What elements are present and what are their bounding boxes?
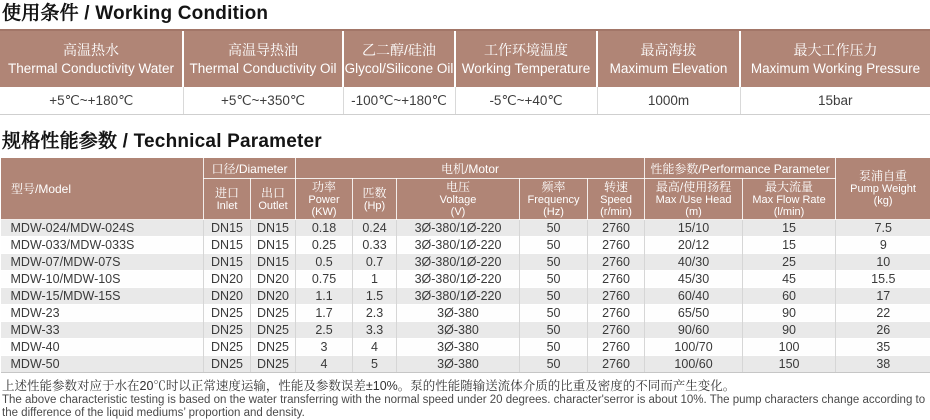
- value-cell: DN15: [251, 237, 296, 254]
- tp-subcolumn-header: 最大流量 Max Flow Rate (l/min): [743, 179, 836, 220]
- wc-column-header: 最高海拔 Maximum Elevation: [597, 30, 740, 87]
- value-cell: 50: [520, 288, 588, 305]
- wc-value-cell: +5℃~+180℃: [0, 87, 183, 115]
- technical-parameter-title: 规格性能参数 / Technical Parameter: [0, 128, 930, 157]
- wc-value-cell: 1000m: [597, 87, 740, 115]
- table-row: [1, 288, 930, 305]
- value-cell: 0.24: [353, 220, 397, 237]
- wc-value-cell: 15bar: [740, 87, 930, 115]
- tp-subcolumn-header: 最高/使用扬程 Max /Use Head (m): [645, 179, 743, 220]
- value-cell: 1: [353, 271, 397, 288]
- value-cell: 3.3: [353, 322, 397, 339]
- value-cell: 50: [520, 271, 588, 288]
- value-cell: 2.5: [296, 322, 353, 339]
- value-cell: 4: [296, 356, 353, 373]
- value-cell: DN25: [204, 322, 251, 339]
- value-cell: 60/40: [645, 288, 743, 305]
- value-cell: 90/60: [645, 322, 743, 339]
- value-cell: 50: [520, 237, 588, 254]
- tp-subcolumn-header: 出口 Outlet: [251, 179, 296, 220]
- value-cell: 2760: [588, 339, 645, 356]
- value-cell: 150: [743, 356, 836, 373]
- value-cell: 3Ø-380/1Ø-220: [397, 254, 520, 271]
- value-cell: 3Ø-380/1Ø-220: [397, 237, 520, 254]
- table-row: [1, 254, 930, 271]
- value-cell: 0.5: [296, 254, 353, 271]
- value-cell: 7.5: [836, 220, 930, 237]
- value-cell: 3Ø-380: [397, 339, 520, 356]
- value-cell: DN25: [251, 305, 296, 322]
- value-cell: 50: [520, 356, 588, 373]
- value-cell: 35: [836, 339, 930, 356]
- tp-group-header-row: [1, 158, 930, 179]
- value-cell: 45: [743, 271, 836, 288]
- value-cell: 45/30: [645, 271, 743, 288]
- tp-subcolumn-header: 进口 Inlet: [204, 179, 251, 220]
- tp-body: [1, 220, 930, 373]
- value-cell: 50: [520, 322, 588, 339]
- tp-subcolumn-header: 频率 Frequency (Hz): [520, 179, 588, 220]
- model-cell: MDW-024/MDW-024S: [1, 220, 204, 237]
- wc-values-row: [0, 87, 930, 115]
- value-cell: 2760: [588, 288, 645, 305]
- value-cell: 90: [743, 305, 836, 322]
- value-cell: 2760: [588, 305, 645, 322]
- value-cell: DN25: [251, 339, 296, 356]
- model-column-header: 型号/Model: [1, 158, 204, 220]
- value-cell: 26: [836, 322, 930, 339]
- motor-group-header: 电机/Motor: [296, 158, 645, 179]
- value-cell: 100/60: [645, 356, 743, 373]
- value-cell: 2760: [588, 237, 645, 254]
- table-row: [1, 271, 930, 288]
- wc-column-header: 高温导热油 Thermal Conductivity Oil: [183, 30, 343, 87]
- pump-weight-unit: (kg): [836, 195, 930, 207]
- value-cell: 3Ø-380: [397, 322, 520, 339]
- value-cell: 2760: [588, 356, 645, 373]
- wc-value-cell: +5℃~+350℃: [183, 87, 343, 115]
- value-cell: 0.33: [353, 237, 397, 254]
- value-cell: DN25: [204, 356, 251, 373]
- pump-weight-cn: 泵浦自重: [836, 170, 930, 183]
- tp-subcolumn-header: 匹数 (Hp): [353, 179, 397, 220]
- value-cell: 17: [836, 288, 930, 305]
- value-cell: DN20: [204, 271, 251, 288]
- value-cell: DN25: [204, 339, 251, 356]
- value-cell: DN25: [251, 322, 296, 339]
- value-cell: 40/30: [645, 254, 743, 271]
- model-cell: MDW-33: [1, 322, 204, 339]
- value-cell: 15: [743, 220, 836, 237]
- value-cell: 50: [520, 254, 588, 271]
- value-cell: 2760: [588, 254, 645, 271]
- value-cell: 1.1: [296, 288, 353, 305]
- value-cell: DN15: [204, 220, 251, 237]
- table-row: [1, 322, 930, 339]
- diameter-group-header: 口径/Diameter: [204, 158, 296, 179]
- value-cell: 100/70: [645, 339, 743, 356]
- value-cell: 3Ø-380/1Ø-220: [397, 271, 520, 288]
- model-cell: MDW-10/MDW-10S: [1, 271, 204, 288]
- footnote-chinese: 上述性能参数对应于水在20℃时以正常速度运输，性能及参数误差±10%。泵的性能随输送流体介质的比重及密度的不同而产生变化。: [2, 378, 928, 394]
- value-cell: DN20: [251, 288, 296, 305]
- tp-subcolumn-header: 功率 Power (KW): [296, 179, 353, 220]
- value-cell: 60: [743, 288, 836, 305]
- model-cell: MDW-23: [1, 305, 204, 322]
- table-row: [1, 237, 930, 254]
- value-cell: 15.5: [836, 271, 930, 288]
- wc-column-header: 乙二醇/硅油 Glycol/Silicone Oil: [343, 30, 455, 87]
- value-cell: 25: [743, 254, 836, 271]
- value-cell: 22: [836, 305, 930, 322]
- value-cell: 1.5: [353, 288, 397, 305]
- value-cell: DN15: [204, 237, 251, 254]
- value-cell: DN25: [204, 305, 251, 322]
- wc-column-header: 工作环境温度 Working Temperature: [455, 30, 597, 87]
- value-cell: DN25: [251, 356, 296, 373]
- wc-column-header: 最大工作压力 Maximum Working Pressure: [740, 30, 930, 87]
- value-cell: 0.75: [296, 271, 353, 288]
- value-cell: 2.3: [353, 305, 397, 322]
- value-cell: DN20: [251, 271, 296, 288]
- pump-weight-en: Pump Weight: [836, 183, 930, 195]
- table-row: [1, 305, 930, 322]
- value-cell: DN15: [204, 254, 251, 271]
- model-cell: MDW-50: [1, 356, 204, 373]
- model-cell: MDW-15/MDW-15S: [1, 288, 204, 305]
- value-cell: 5: [353, 356, 397, 373]
- table-row: [1, 339, 930, 356]
- value-cell: 15/10: [645, 220, 743, 237]
- model-cell: MDW-40: [1, 339, 204, 356]
- value-cell: 2760: [588, 220, 645, 237]
- technical-parameter-table: [0, 157, 930, 373]
- value-cell: 3Ø-380: [397, 356, 520, 373]
- value-cell: 3: [296, 339, 353, 356]
- value-cell: 0.7: [353, 254, 397, 271]
- value-cell: 50: [520, 220, 588, 237]
- working-condition-title: 使用条件 / Working Condition: [0, 0, 930, 29]
- value-cell: DN20: [204, 288, 251, 305]
- value-cell: 20/12: [645, 237, 743, 254]
- value-cell: 90: [743, 322, 836, 339]
- value-cell: 2760: [588, 271, 645, 288]
- footnote: [0, 373, 930, 420]
- value-cell: 3Ø-380/1Ø-220: [397, 288, 520, 305]
- value-cell: DN15: [251, 254, 296, 271]
- section-gap: [0, 115, 930, 128]
- wc-value-cell: -100℃~+180℃: [343, 87, 455, 115]
- pump-weight-column-header: [836, 158, 930, 220]
- value-cell: 65/50: [645, 305, 743, 322]
- value-cell: 9: [836, 237, 930, 254]
- model-cell: MDW-033/MDW-033S: [1, 237, 204, 254]
- value-cell: 3Ø-380/1Ø-220: [397, 220, 520, 237]
- value-cell: 50: [520, 339, 588, 356]
- value-cell: 0.25: [296, 237, 353, 254]
- working-condition-table: [0, 29, 930, 115]
- wc-header-row: [0, 30, 930, 87]
- table-row: [1, 356, 930, 373]
- value-cell: 3Ø-380: [397, 305, 520, 322]
- value-cell: DN15: [251, 220, 296, 237]
- tp-subcolumn-header: 转速 Speed (r/min): [588, 179, 645, 220]
- value-cell: 100: [743, 339, 836, 356]
- value-cell: 15: [743, 237, 836, 254]
- value-cell: 0.18: [296, 220, 353, 237]
- value-cell: 4: [353, 339, 397, 356]
- wc-column-header: 高温热水 Thermal Conductivity Water: [0, 30, 183, 87]
- value-cell: 10: [836, 254, 930, 271]
- model-cell: MDW-07/MDW-07S: [1, 254, 204, 271]
- table-row: [1, 220, 930, 237]
- tp-subcolumn-header: 电压 Voltage (V): [397, 179, 520, 220]
- wc-value-cell: -5℃~+40℃: [455, 87, 597, 115]
- value-cell: 1.7: [296, 305, 353, 322]
- value-cell: 38: [836, 356, 930, 373]
- footnote-english: The above characteristic testing is based on the water transferring with the normal speed under 20 degrees. character'serror is about 10%. The pump characters change according to the difference of the liquid mediums’ proportion and density.: [2, 394, 928, 420]
- value-cell: 50: [520, 305, 588, 322]
- value-cell: 2760: [588, 322, 645, 339]
- performance-group-header: 性能参数/Performance Parameter: [645, 158, 836, 179]
